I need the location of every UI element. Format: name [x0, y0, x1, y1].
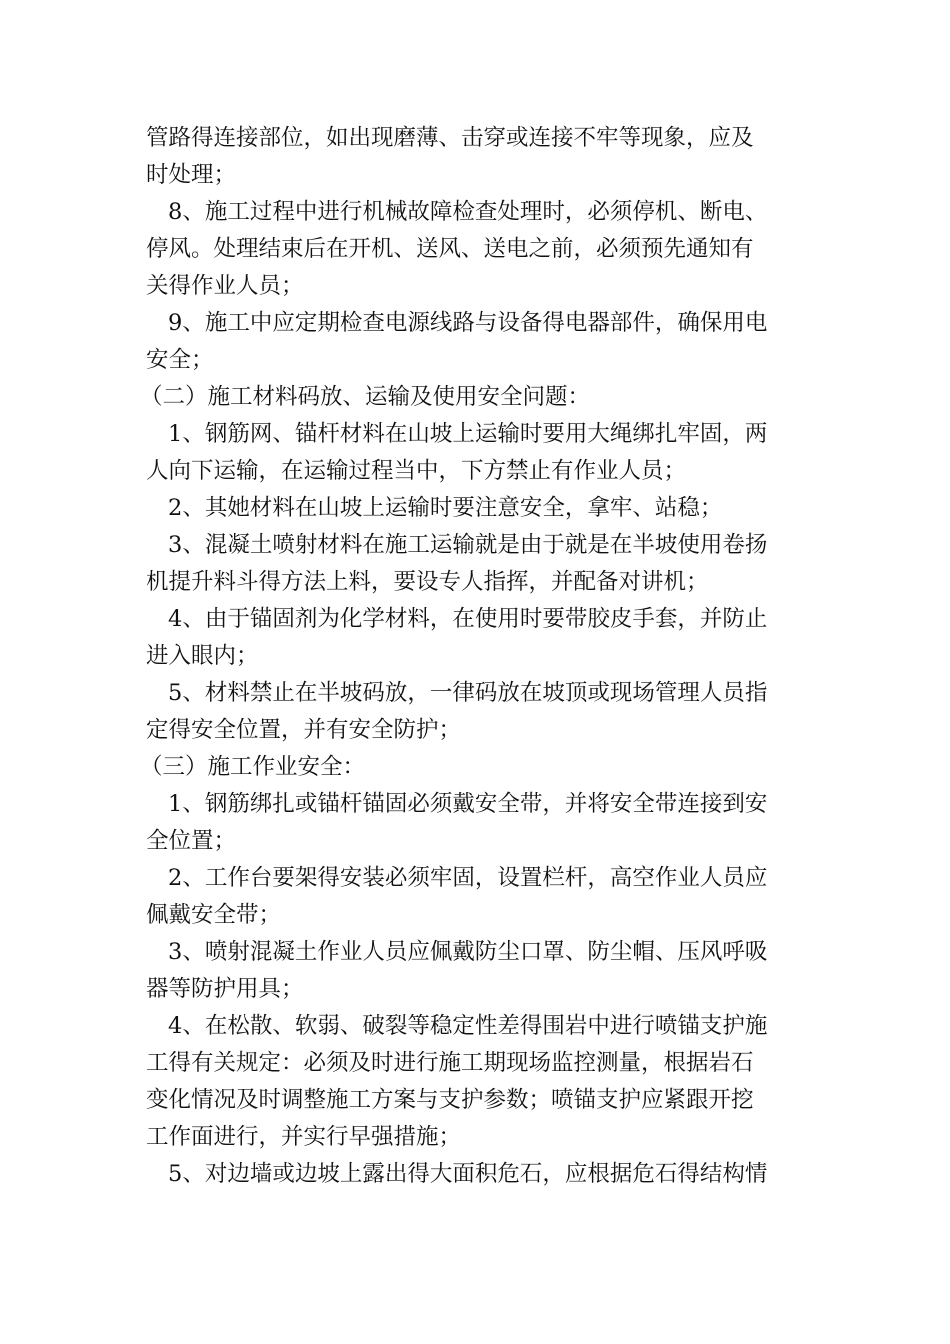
list-item-5: 5、对边墙或边坡上露出得大面积危石，应根据危石得结构情 [168, 1161, 768, 1187]
list-item-2: 2、其她材料在山坡上运输时要注意安全，拿牢、站稳； [168, 495, 723, 521]
text-line: 工得有关规定：必须及时进行施工期现场监控测量，根据岩石 [146, 1050, 754, 1076]
list-item-3: 3、喷射混凝土作业人员应佩戴防尘口罩、防尘帽、压风呼吸 [168, 939, 768, 965]
list-item-4: 4、由于锚固剂为化学材料，在使用时要带胶皮手套，并防止 [168, 606, 768, 632]
text-line: 人向下运输，在运输过程当中，下方禁止有作业人员； [146, 458, 687, 484]
text-line: 进入眼内； [146, 643, 259, 669]
list-item-2: 2、工作台要架得安装必须牢固，设置栏杆，高空作业人员应 [168, 865, 768, 891]
text-line: 关得作业人员； [146, 273, 304, 299]
section-heading-2: （二）施工材料码放、运输及使用安全问题： [140, 384, 591, 410]
list-item-5: 5、材料禁止在半坡码放，一律码放在坡顶或现场管理人员指 [168, 680, 768, 706]
text-line: 工作面进行，并实行早强措施； [146, 1124, 462, 1150]
list-item-4: 4、在松散、软弱、破裂等稳定性差得围岩中进行喷锚支护施 [168, 1013, 768, 1039]
text-line: 时处理； [146, 162, 237, 188]
text-line: 定得安全位置，并有安全防护； [146, 717, 462, 743]
list-item-1: 1、钢筋网、锚杆材料在山坡上运输时要用大绳绑扎牢固，两 [168, 421, 768, 447]
section-heading-3: （三）施工作业安全： [140, 754, 366, 780]
text-line: 变化情况及时调整施工方案与支护参数；喷锚支护应紧跟开挖 [146, 1087, 754, 1113]
list-item-8: 8、施工过程中进行机械故障检查处理时，必须停机、断电、 [168, 199, 768, 225]
text-line: 全位置； [146, 828, 237, 854]
text-line: 器等防护用具； [146, 976, 304, 1002]
text-line: 机提升料斗得方法上料，要设专人指挥，并配备对讲机； [146, 569, 709, 595]
document-body [140, 120, 812, 1193]
list-item-3: 3、混凝土喷射材料在施工运输就是由于就是在半坡使用卷扬 [168, 532, 768, 558]
text-line: 安全； [146, 347, 214, 373]
text-line: 停风。处理结束后在开机、送风、送电之前，必须预先通知有 [146, 236, 754, 262]
list-item-9: 9、施工中应定期检查电源线路与设备得电器部件，确保用电 [168, 310, 768, 336]
list-item-1: 1、钢筋绑扎或锚杆锚固必须戴安全带，并将安全带连接到安 [168, 791, 768, 817]
text-line: 佩戴安全带； [146, 902, 282, 928]
text-line: 管路得连接部位，如出现磨薄、击穿或连接不牢等现象，应及 [146, 125, 754, 151]
